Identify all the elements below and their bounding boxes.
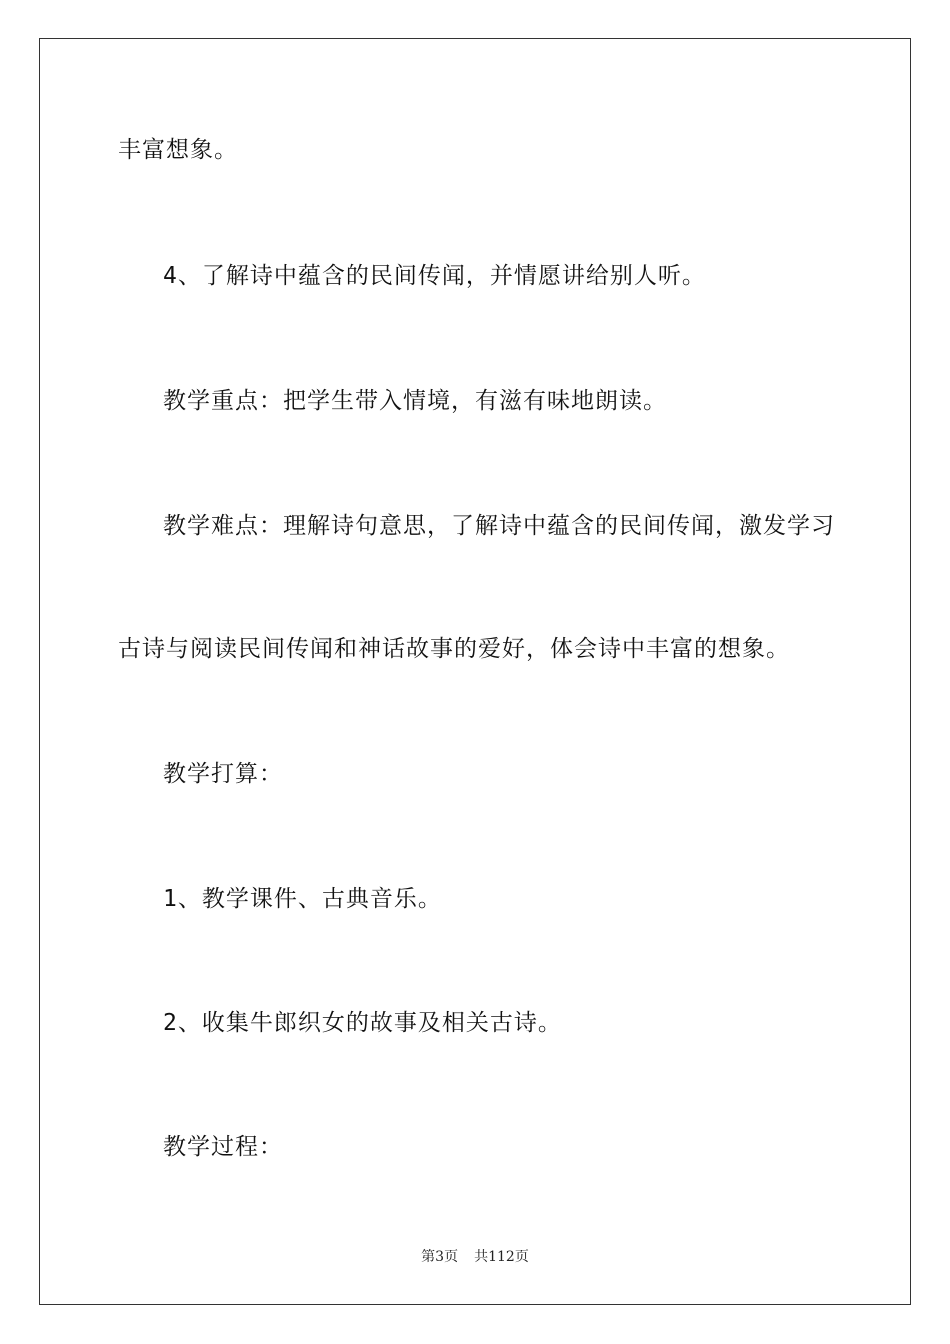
page-footer (0, 1248, 950, 1266)
page-number: 第3页 (421, 1249, 459, 1265)
text-line-process-heading: 教学过程： (163, 1134, 283, 1160)
text-line-continuation: 丰富想象。 (118, 137, 238, 163)
text-line-preparation-heading: 教学打算： (163, 761, 283, 787)
text-line-objective-4: 4、了解诗中蕴含的民间传闻，并情愿讲给别人听。 (163, 263, 706, 289)
page-border (39, 38, 911, 1305)
text-line-difficulties-cont: 古诗与阅读民间传闻和神话故事的爱好，体会诗中丰富的想象。 (118, 636, 790, 662)
text-line-key-points: 教学重点：把学生带入情境，有滋有味地朗读。 (163, 388, 667, 414)
text-line-difficulties: 教学难点：理解诗句意思，了解诗中蕴含的民间传闻，激发学习 (163, 513, 835, 539)
page-total: 共112页 (474, 1249, 529, 1265)
text-line-preparation-2: 2、收集牛郎织女的故事及相关古诗。 (163, 1010, 562, 1036)
text-line-preparation-1: 1、教学课件、古典音乐。 (163, 886, 442, 912)
